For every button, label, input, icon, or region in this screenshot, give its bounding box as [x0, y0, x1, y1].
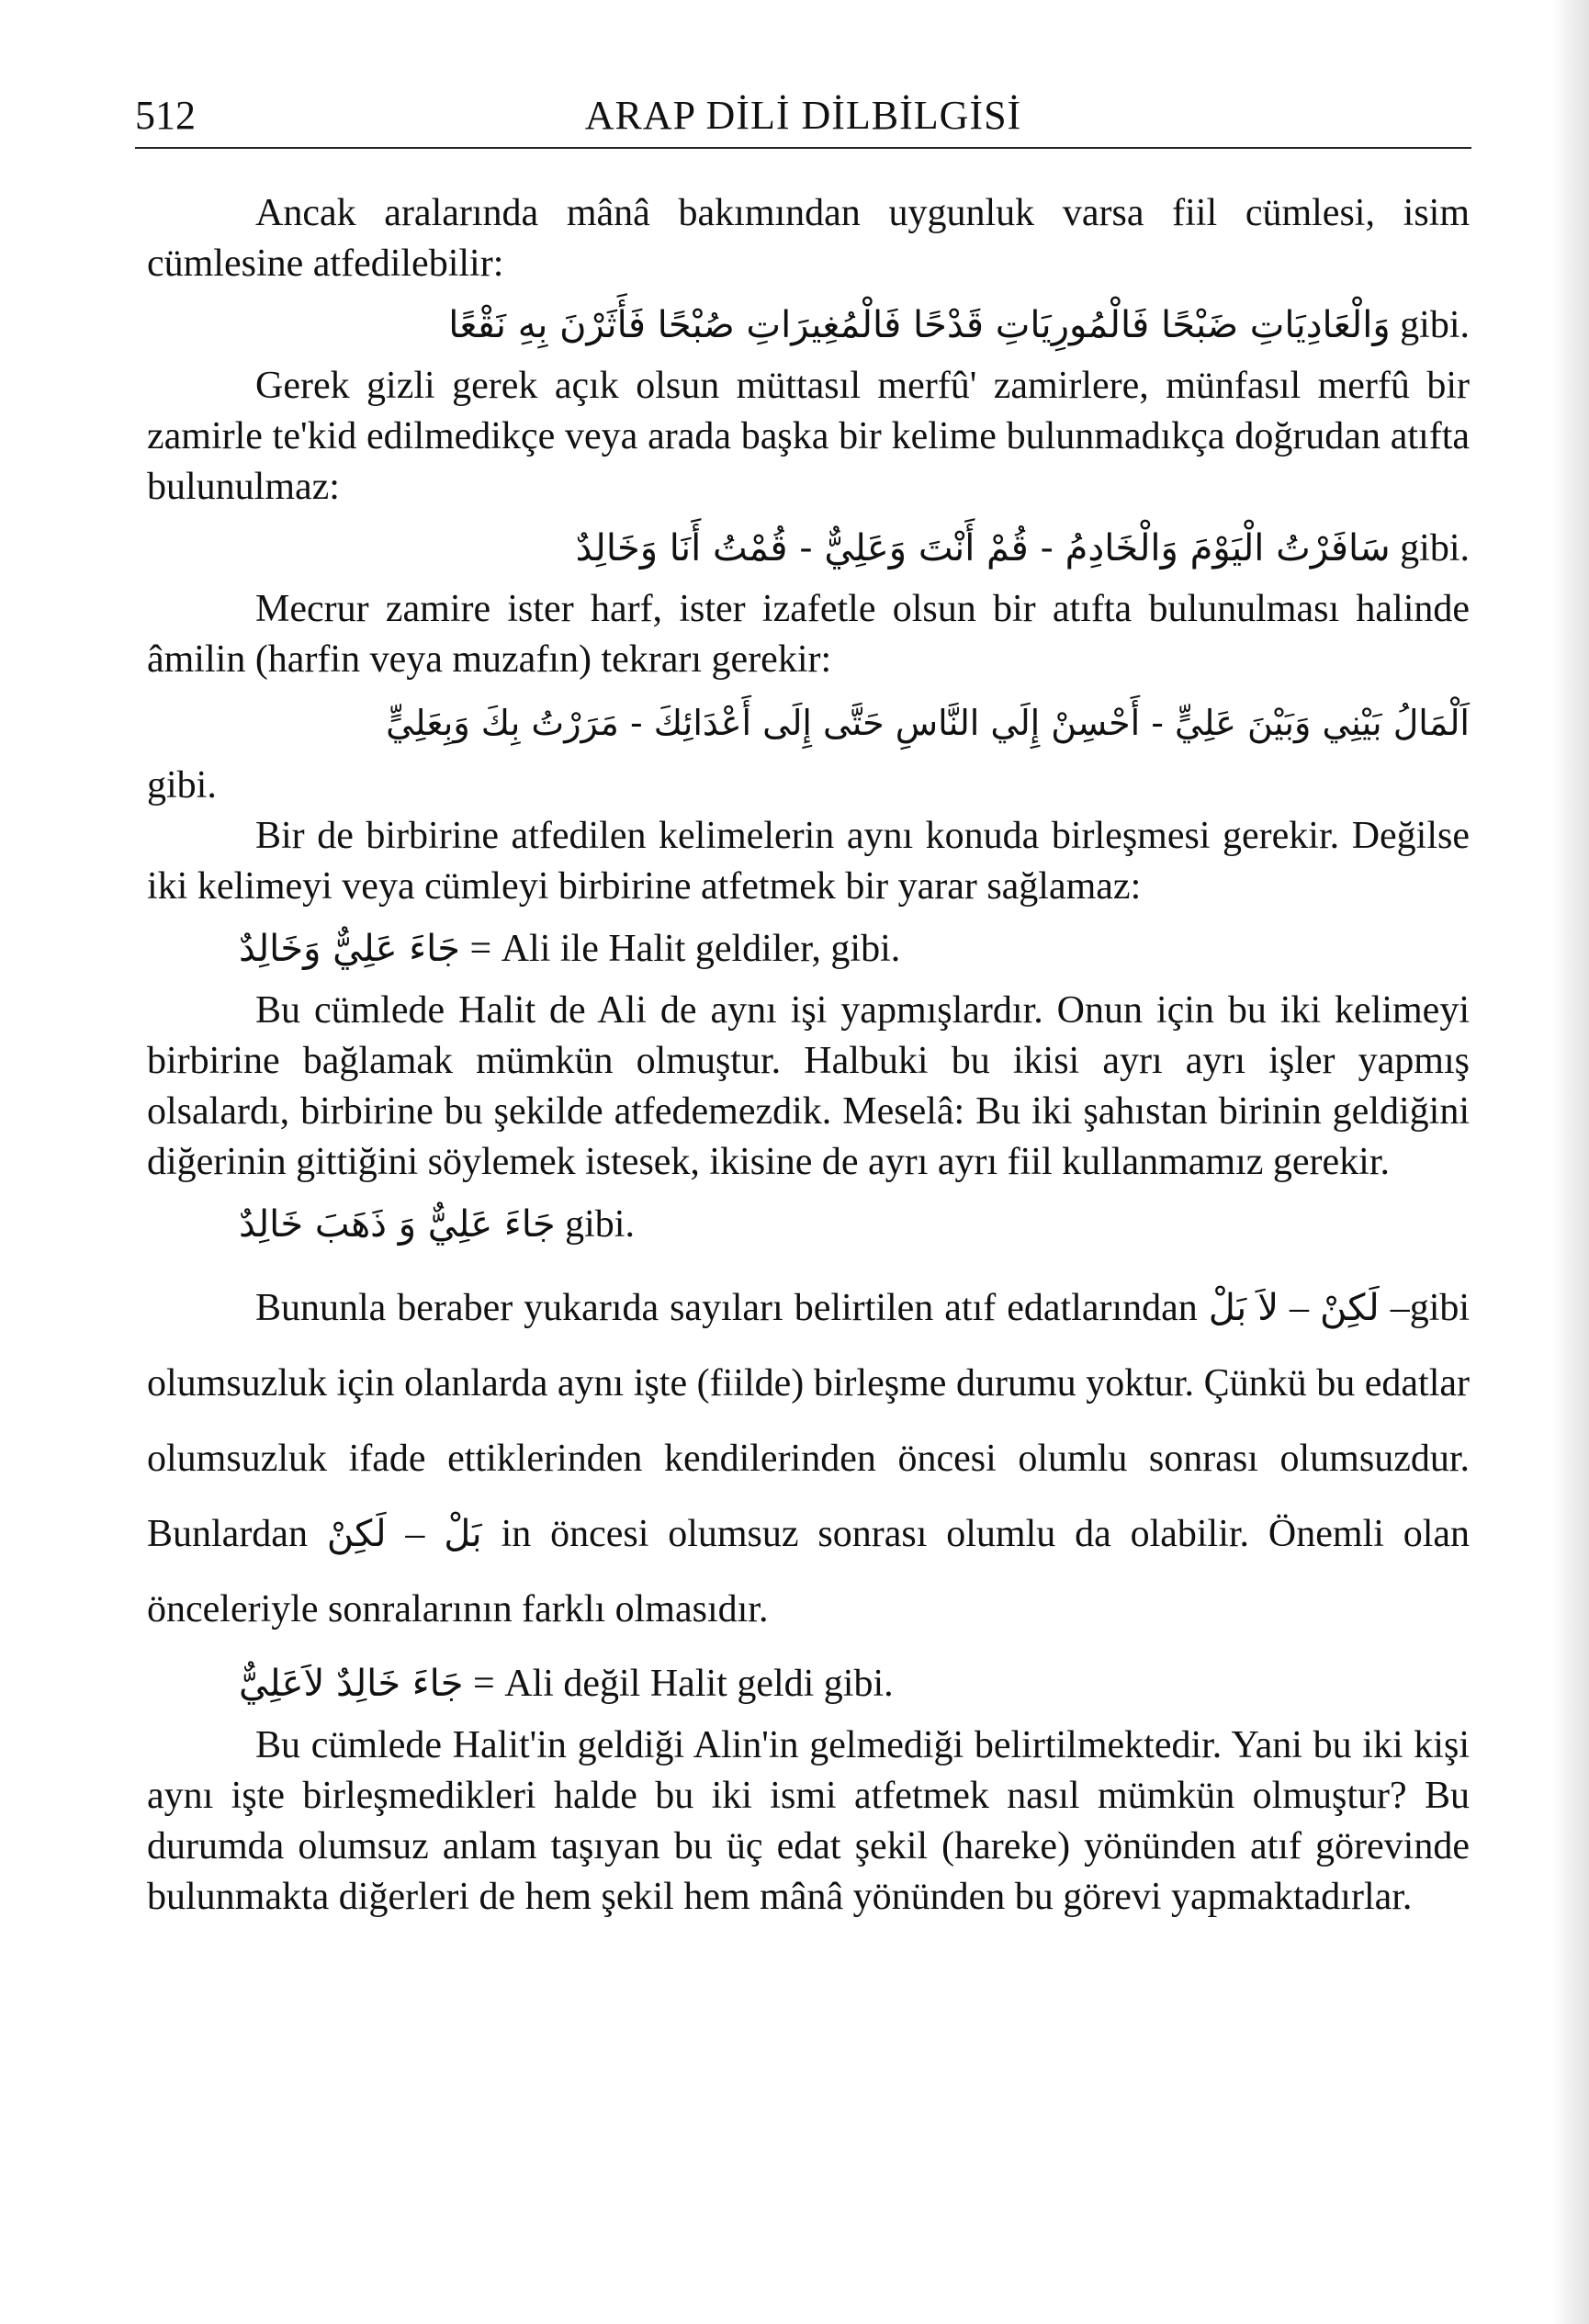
page-number: 512	[135, 93, 196, 138]
example-1	[147, 289, 1470, 361]
example-3	[147, 685, 1470, 761]
page-edge-shadow	[1552, 0, 1589, 2324]
particle-la: لاَ	[1257, 1287, 1279, 1329]
paragraph-6	[147, 1270, 1470, 1647]
example-4-suffix: = Ali ile Halit geldiler, gibi.	[469, 928, 901, 970]
particle-bal: بَلْ	[1208, 1287, 1247, 1329]
paragraph-2: Gerek gizli gerek açık olsun müttasıl merfû' zamirlere, münfasıl merfû bir zamirle te'kid edilmedikçe veya arada başka bir kelime bulunmadıkça doğrudan atıfta bulunulmaz:	[147, 365, 1470, 508]
particle-lakin-2: لَكِنْ	[326, 1513, 387, 1555]
particle-lakin: لَكِنْ	[1319, 1287, 1380, 1329]
page-header	[135, 90, 1471, 149]
example-2-suffix: gibi.	[1400, 527, 1470, 570]
paragraph-6-part-b: –gibi olumsuzluk için olanlarda aynı işte (fiilde) birleşme durumu yoktur. Çünkü bu edatlar olumsuzluk ifade ettiklerinden kendilerinden öncesi olumlu sonrası olumsuzdur. Bunlardan	[147, 1287, 1471, 1555]
dash-1: –	[1290, 1287, 1309, 1329]
paragraph-7: Bu cümlede Halit'in geldiği Alin'in gelmediği belirtilmektedir. Yani bu iki kişi aynı işte birleşmedikleri halde bu iki ismi atfetmek nasıl mümkün olmuştur? Bu durumda olumsuz anlam taşıyan bu üç edat şekil (hareke) yönünden atıf görevinde bulunmakta diğerleri de hem şekil hem mânâ yönünden bu görevi yapmaktadırlar.	[147, 1724, 1470, 1918]
example-1-arabic: وَالْعَادِيَاتِ ضَبْحًا فَالْمُورِيَاتِ قَدْحًا فَالْمُغِيرَاتِ صُبْحًا فَأَثَرْنَ بِهِ نَقْعًا	[448, 304, 1391, 346]
example-2-arabic: سَافَرْتُ الْيَوْمَ وَالْخَادِمُ - قُمْ أَنْتَ وَعَلِيٌّ - قُمْتُ أَنَا وَخَالِدٌ	[575, 527, 1391, 570]
paragraph-3: Mecrur zamire ister harf, ister izafetle olsun bir atıfta bulunulması halinde âmilin (harfin veya muzafın) tekrarı gerekir:	[147, 588, 1470, 681]
example-6	[147, 1647, 1470, 1720]
paragraph-5: Bu cümlede Halit de Ali de aynı işi yapmışlardır. Onun için bu iki kelimeyi birbirine bağlamak mümkün olmuştur. Halbuki bu ikisi ayrı ayrı işler yapmış olsalardı, birbirine bu şekilde atfedemezdik. Meselâ: Bu iki şahıstan birinin geldiğini diğerinin gittiğini söylemek istesek, ikisine de ayrı ayrı fiil kullanmamız gerekir.	[147, 989, 1470, 1183]
example-4-arabic: جَاءَ عَلِيٌّ وَخَالِدٌ	[239, 928, 461, 970]
example-4	[147, 912, 1470, 986]
example-1-suffix: gibi.	[1400, 304, 1470, 346]
paragraph-4: Bir de birbirine atfedilen kelimelerin aynı konuda birleşmesi gerekir. Değilse iki kelimeyi veya cümleyi birbirine atfetmek bir yarar sağlamaz:	[147, 815, 1470, 908]
example-6-arabic: جَاءَ خَالِدٌ لاَعَلِيٌّ	[239, 1663, 464, 1705]
example-3-suffix: gibi.	[147, 764, 217, 807]
paragraph-6-part-c: in öncesi olumsuz sonrası olumlu da olabilir. Önemli olan önceleriyle sonralarının farklı olmasıdır.	[147, 1513, 1471, 1630]
example-3-arabic: اَلْمَالُ بَيْنِي وَبَيْنَ عَلِيٍّ - أَحْسِنْ إِلَي النَّاسِ حَتَّى إِلَى أَعْدَائِكَ - مَرَرْتُ بِكَ وَبِعَلِيٍّ	[386, 703, 1470, 743]
dash-2: –	[405, 1513, 425, 1555]
example-5	[147, 1188, 1470, 1261]
paragraph-6-part-a: Bununla beraber yukarıda sayıları belirtilen atıf edatlarından	[255, 1287, 1198, 1329]
page-body	[147, 188, 1470, 1923]
example-2	[147, 513, 1470, 584]
example-5-arabic: جَاءَ عَلِيٌّ وَ ذَهَبَ خَالِدٌ	[239, 1203, 556, 1246]
paragraph-1: Ancak aralarında mânâ bakımından uygunluk varsa fiil cümlesi, isim cümlesine atfedilebilir:	[147, 192, 1470, 285]
particle-bal-2: بَلْ	[444, 1513, 482, 1555]
example-6-suffix: = Ali değil Halit geldi gibi.	[473, 1663, 894, 1705]
example-5-suffix: gibi.	[565, 1203, 635, 1246]
running-title: ARAP DİLİ DİLBİLGİSİ	[584, 93, 1022, 138]
